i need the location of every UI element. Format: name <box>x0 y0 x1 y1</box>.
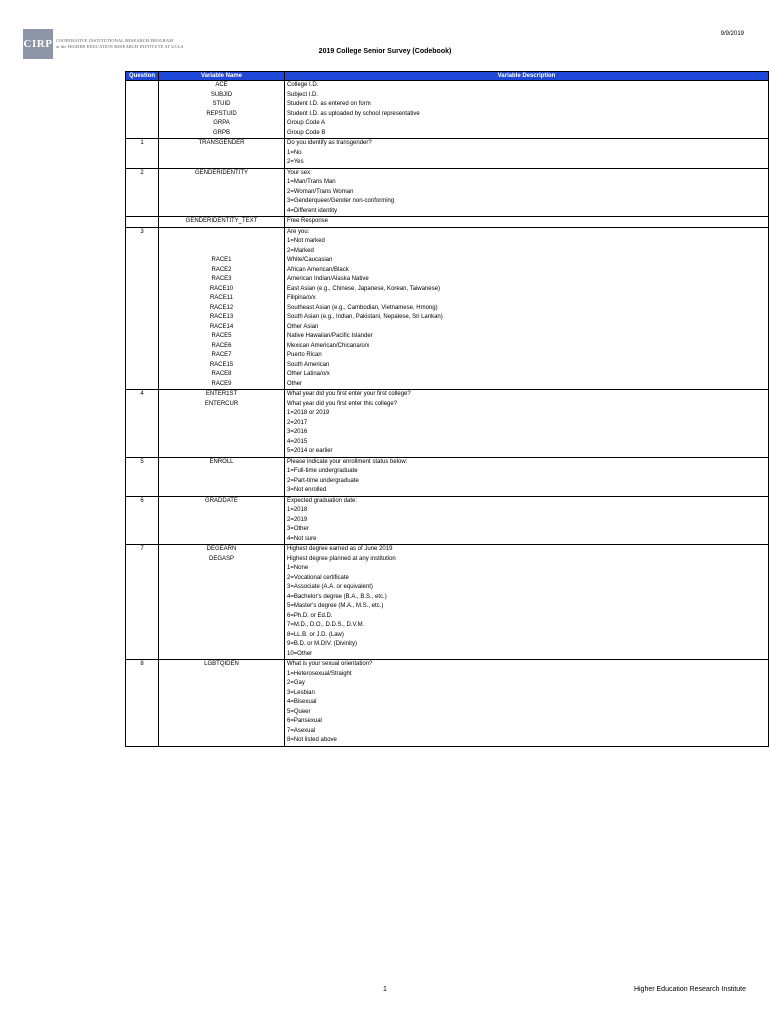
table-row <box>126 409 769 419</box>
variable-name-cell: RACE11 <box>159 294 285 304</box>
variable-name-cell: RACE10 <box>159 285 285 295</box>
table-row <box>126 574 769 584</box>
variable-name-cell <box>159 717 285 727</box>
variable-name-cell: RACE12 <box>159 304 285 314</box>
question-cell <box>126 612 159 622</box>
table-row <box>126 419 769 429</box>
question-cell <box>126 313 159 323</box>
variable-description-cell: 1=Heterosexual/Straight <box>285 670 769 680</box>
table-row <box>126 178 769 188</box>
variable-name-cell <box>159 409 285 419</box>
variable-name-cell <box>159 525 285 535</box>
variable-description-cell: What is your sexual orientation? <box>285 660 769 670</box>
variable-description-cell: 5=Queer <box>285 708 769 718</box>
variable-name-cell <box>159 670 285 680</box>
variable-name-cell <box>159 689 285 699</box>
table-row <box>126 555 769 565</box>
table-row <box>126 736 769 746</box>
variable-description-cell: White/Caucasian <box>285 256 769 266</box>
question-cell <box>126 467 159 477</box>
variable-name-cell: DEGASP <box>159 555 285 565</box>
question-cell <box>126 380 159 390</box>
column-header-question: Question <box>126 72 159 81</box>
variable-name-cell: GRPB <box>159 129 285 139</box>
variable-description-cell: 3=2016 <box>285 428 769 438</box>
codebook-table <box>125 71 769 747</box>
question-cell <box>126 689 159 699</box>
question-cell <box>126 631 159 641</box>
question-cell <box>126 207 159 217</box>
question-cell <box>126 477 159 487</box>
variable-name-cell <box>159 197 285 207</box>
question-cell <box>126 621 159 631</box>
table-row <box>126 351 769 361</box>
question-cell <box>126 361 159 371</box>
table-row <box>126 593 769 603</box>
variable-description-cell: Please indicate your enrollment status below: <box>285 457 769 467</box>
question-cell <box>126 294 159 304</box>
variable-description-cell: Group Code B <box>285 129 769 139</box>
variable-name-cell: GRADDATE <box>159 496 285 506</box>
variable-name-cell <box>159 419 285 429</box>
variable-description-cell: 5=Master's degree (M.A., M.S., etc.) <box>285 602 769 612</box>
variable-description-cell: 2=2017 <box>285 419 769 429</box>
variable-description-cell: 5=2014 or earlier <box>285 447 769 457</box>
question-cell <box>126 158 159 168</box>
table-row <box>126 188 769 198</box>
variable-name-cell <box>159 438 285 448</box>
question-cell: 2 <box>126 168 159 178</box>
question-cell <box>126 593 159 603</box>
question-cell: 6 <box>126 496 159 506</box>
table-header-row <box>126 72 769 81</box>
variable-description-cell: College I.D. <box>285 81 769 91</box>
question-cell <box>126 188 159 198</box>
question-cell <box>126 285 159 295</box>
variable-name-cell <box>159 640 285 650</box>
variable-name-cell: REPSTUID <box>159 110 285 120</box>
table-row <box>126 564 769 574</box>
variable-name-cell: RACE14 <box>159 323 285 333</box>
variable-description-cell: 2=2019 <box>285 516 769 526</box>
variable-description-cell: 2=Woman/Trans Woman <box>285 188 769 198</box>
variable-description-cell: 1=Man/Trans Man <box>285 178 769 188</box>
table-row <box>126 438 769 448</box>
table-row <box>126 275 769 285</box>
table-row <box>126 698 769 708</box>
question-cell <box>126 516 159 526</box>
variable-description-cell: Do you identify as transgender? <box>285 139 769 149</box>
variable-name-cell <box>159 736 285 746</box>
question-cell <box>126 110 159 120</box>
variable-name-cell <box>159 602 285 612</box>
variable-name-cell: ENROLL <box>159 457 285 467</box>
variable-description-cell: 4=2015 <box>285 438 769 448</box>
table-row <box>126 506 769 516</box>
question-cell <box>126 217 159 228</box>
logo-line-1: COOPERATIVE INSTITUTIONAL RESEARCH PROGRAM <box>56 38 174 43</box>
variable-description-cell: What year did you first enter this college? <box>285 400 769 410</box>
variable-name-cell <box>159 650 285 660</box>
variable-description-cell: Are you: <box>285 227 769 237</box>
variable-description-cell: Other Asian <box>285 323 769 333</box>
variable-name-cell <box>159 506 285 516</box>
question-cell <box>126 640 159 650</box>
variable-name-cell: RACE9 <box>159 380 285 390</box>
table-row <box>126 679 769 689</box>
variable-name-cell: RACE2 <box>159 266 285 276</box>
question-cell <box>126 555 159 565</box>
question-cell: 3 <box>126 227 159 237</box>
table-row <box>126 197 769 207</box>
question-cell <box>126 447 159 457</box>
question-cell: 1 <box>126 139 159 149</box>
question-cell <box>126 370 159 380</box>
logo-mark: CIRP <box>23 29 53 59</box>
variable-description-cell: 3=Genderqueer/Gender non-conforming <box>285 197 769 207</box>
table-row <box>126 602 769 612</box>
question-cell <box>126 428 159 438</box>
table-row <box>126 100 769 110</box>
question-cell <box>126 304 159 314</box>
variable-name-cell <box>159 207 285 217</box>
table-row <box>126 81 769 91</box>
table-row <box>126 525 769 535</box>
question-cell <box>126 409 159 419</box>
variable-name-cell <box>159 593 285 603</box>
table-row <box>126 467 769 477</box>
table-row <box>126 285 769 295</box>
table-row <box>126 631 769 641</box>
table-row <box>126 640 769 650</box>
table-row <box>126 158 769 168</box>
variable-description-cell: Subject I.D. <box>285 91 769 101</box>
question-cell <box>126 400 159 410</box>
variable-description-cell: Mexican American/Chicana/o/x <box>285 342 769 352</box>
variable-name-cell <box>159 708 285 718</box>
variable-description-cell: Expected graduation date: <box>285 496 769 506</box>
variable-description-cell: 4=Not sure <box>285 535 769 545</box>
variable-description-cell: 2=Yes <box>285 158 769 168</box>
variable-description-cell: Group Code A <box>285 119 769 129</box>
report-date: 9/9/2019 <box>720 31 744 37</box>
variable-description-cell: 10=Other <box>285 650 769 660</box>
variable-name-cell: GENDERIDENTITY <box>159 168 285 178</box>
question-cell <box>126 149 159 159</box>
question-cell <box>126 119 159 129</box>
table-row <box>126 207 769 217</box>
table-row <box>126 477 769 487</box>
variable-name-cell: ACE <box>159 81 285 91</box>
table-row <box>126 119 769 129</box>
variable-description-cell: Other Latina/o/x <box>285 370 769 380</box>
table-row <box>126 727 769 737</box>
table-row <box>126 304 769 314</box>
question-cell <box>126 670 159 680</box>
variable-description-cell: 8=LL.B. or J.D. (Law) <box>285 631 769 641</box>
variable-description-cell: African American/Black <box>285 266 769 276</box>
table-row <box>126 361 769 371</box>
question-cell: 7 <box>126 545 159 555</box>
table-row <box>126 313 769 323</box>
variable-description-cell: Your sex: <box>285 168 769 178</box>
variable-description-cell: South Asian (e.g., Indian, Pakistani, Nepalese, Sri Lankan) <box>285 313 769 323</box>
question-cell <box>126 266 159 276</box>
variable-description-cell: East Asian (e.g., Chinese, Japanese, Korean, Taiwanese) <box>285 285 769 295</box>
logo-line-2: at the HIGHER EDUCATION RESEARCH INSTITUTE AT UCLA <box>56 44 184 49</box>
question-cell <box>126 100 159 110</box>
table-row <box>126 689 769 699</box>
column-header-variable-description: Variable Description <box>285 72 769 81</box>
table-row <box>126 237 769 247</box>
table-row <box>126 660 769 670</box>
variable-description-cell: 2=Gay <box>285 679 769 689</box>
variable-description-cell: American Indian/Alaska Native <box>285 275 769 285</box>
table-row <box>126 323 769 333</box>
table-row <box>126 447 769 457</box>
table-row <box>126 370 769 380</box>
variable-name-cell: RACE3 <box>159 275 285 285</box>
variable-name-cell: STUID <box>159 100 285 110</box>
table-row <box>126 428 769 438</box>
variable-description-cell: Free Response <box>285 217 769 228</box>
variable-description-cell: 1=None <box>285 564 769 574</box>
variable-name-cell <box>159 486 285 496</box>
question-cell <box>126 708 159 718</box>
variable-name-cell: RACE13 <box>159 313 285 323</box>
variable-description-cell: 1=Full-time undergraduate <box>285 467 769 477</box>
variable-description-cell: 2=Marked <box>285 247 769 257</box>
question-cell <box>126 602 159 612</box>
table-row <box>126 717 769 727</box>
variable-name-cell <box>159 612 285 622</box>
table-row <box>126 545 769 555</box>
variable-description-cell: 1=No <box>285 149 769 159</box>
table-row <box>126 129 769 139</box>
variable-description-cell: 3=Other <box>285 525 769 535</box>
variable-description-cell: 8=Not listed above <box>285 736 769 746</box>
table-row <box>126 457 769 467</box>
question-cell: 5 <box>126 457 159 467</box>
variable-description-cell: 7=M.D., D.O., D.D.S., D.V.M. <box>285 621 769 631</box>
variable-description-cell: Southeast Asian (e.g., Cambodian, Vietnamese, Hmong) <box>285 304 769 314</box>
variable-description-cell: 1=Not marked <box>285 237 769 247</box>
variable-name-cell: RACE1 <box>159 256 285 266</box>
table-row <box>126 670 769 680</box>
variable-name-cell <box>159 188 285 198</box>
table-row <box>126 139 769 149</box>
table-row <box>126 583 769 593</box>
variable-description-cell: 2=Vocational certificate <box>285 574 769 584</box>
question-cell <box>126 727 159 737</box>
variable-description-cell: Native Hawaiian/Pacific Islander <box>285 332 769 342</box>
variable-description-cell: 4=Bisexual <box>285 698 769 708</box>
variable-description-cell: Student I.D. as entered on form <box>285 100 769 110</box>
variable-name-cell <box>159 564 285 574</box>
variable-name-cell <box>159 535 285 545</box>
variable-description-cell: 6=Ph.D. or Ed.D. <box>285 612 769 622</box>
variable-name-cell: LGBTQIDEN <box>159 660 285 670</box>
variable-name-cell: GENDERIDENTITY_TEXT <box>159 217 285 228</box>
question-cell: 8 <box>126 660 159 670</box>
table-row <box>126 612 769 622</box>
variable-name-cell <box>159 237 285 247</box>
variable-name-cell <box>159 447 285 457</box>
variable-description-cell: What year did you first enter your first college? <box>285 390 769 400</box>
question-cell <box>126 525 159 535</box>
variable-description-cell: 1=2018 <box>285 506 769 516</box>
question-cell <box>126 256 159 266</box>
variable-name-cell: ENTERCUR <box>159 400 285 410</box>
table-row <box>126 247 769 257</box>
variable-description-cell: 3=Lesbian <box>285 689 769 699</box>
table-row <box>126 227 769 237</box>
question-cell <box>126 419 159 429</box>
question-cell <box>126 247 159 257</box>
table-row <box>126 400 769 410</box>
table-row <box>126 650 769 660</box>
table-row <box>126 390 769 400</box>
variable-name-cell <box>159 679 285 689</box>
variable-name-cell <box>159 727 285 737</box>
variable-description-cell: Highest degree planned at any institution <box>285 555 769 565</box>
variable-name-cell <box>159 158 285 168</box>
variable-description-cell: 3=Associate (A.A. or equivalent) <box>285 583 769 593</box>
table-row <box>126 516 769 526</box>
question-cell <box>126 275 159 285</box>
variable-description-cell: Puerto Rican <box>285 351 769 361</box>
table-row <box>126 256 769 266</box>
variable-name-cell <box>159 583 285 593</box>
question-cell <box>126 178 159 188</box>
table-row <box>126 496 769 506</box>
question-cell <box>126 323 159 333</box>
question-cell <box>126 237 159 247</box>
table-row <box>126 168 769 178</box>
variable-name-cell: GRPA <box>159 119 285 129</box>
variable-description-cell: 3=Not enrolled <box>285 486 769 496</box>
question-cell <box>126 197 159 207</box>
variable-description-cell: 4=Bachelor's degree (B.A., B.S., etc.) <box>285 593 769 603</box>
variable-description-cell: 1=2018 or 2019 <box>285 409 769 419</box>
variable-name-cell <box>159 477 285 487</box>
table-row <box>126 332 769 342</box>
question-cell <box>126 332 159 342</box>
table-row <box>126 266 769 276</box>
institute-name: Higher Education Research Institute <box>633 986 746 993</box>
variable-name-cell <box>159 621 285 631</box>
table-row <box>126 708 769 718</box>
variable-name-cell <box>159 698 285 708</box>
variable-name-cell: RACE15 <box>159 361 285 371</box>
question-cell: 4 <box>126 390 159 400</box>
variable-name-cell: ENTER1ST <box>159 390 285 400</box>
table-row <box>126 342 769 352</box>
column-header-variable-name: Variable Name <box>159 72 285 81</box>
variable-description-cell: 9=B.D. or M.DIV. (Divinity) <box>285 640 769 650</box>
table-row <box>126 380 769 390</box>
variable-description-cell: 7=Asexual <box>285 727 769 737</box>
table-row <box>126 149 769 159</box>
variable-name-cell <box>159 574 285 584</box>
variable-name-cell <box>159 227 285 237</box>
question-cell <box>126 535 159 545</box>
table-row <box>126 535 769 545</box>
variable-name-cell <box>159 516 285 526</box>
variable-description-cell: 6=Pansexual <box>285 717 769 727</box>
variable-description-cell: South American <box>285 361 769 371</box>
variable-name-cell <box>159 631 285 641</box>
table-row <box>126 91 769 101</box>
table-row <box>126 486 769 496</box>
table-row <box>126 110 769 120</box>
question-cell <box>126 564 159 574</box>
table-row <box>126 217 769 228</box>
question-cell <box>126 736 159 746</box>
variable-description-cell: Student I.D. as uploaded by school representative <box>285 110 769 120</box>
variable-name-cell: RACE7 <box>159 351 285 361</box>
variable-name-cell <box>159 428 285 438</box>
question-cell <box>126 717 159 727</box>
question-cell <box>126 81 159 91</box>
question-cell <box>126 486 159 496</box>
variable-name-cell: SUBJID <box>159 91 285 101</box>
variable-description-cell: 4=Different identity <box>285 207 769 217</box>
question-cell <box>126 650 159 660</box>
question-cell <box>126 506 159 516</box>
variable-name-cell <box>159 178 285 188</box>
question-cell <box>126 574 159 584</box>
question-cell <box>126 698 159 708</box>
variable-name-cell: RACE5 <box>159 332 285 342</box>
variable-description-cell: 2=Part-time undergraduate <box>285 477 769 487</box>
variable-name-cell: DEGEARN <box>159 545 285 555</box>
page-number: 1 <box>383 986 387 993</box>
question-cell <box>126 91 159 101</box>
variable-name-cell: TRANSGENDER <box>159 139 285 149</box>
variable-name-cell: RACE8 <box>159 370 285 380</box>
variable-description-cell: Highest degree earned as of June 2019 <box>285 545 769 555</box>
variable-name-cell <box>159 149 285 159</box>
variable-name-cell: RACE6 <box>159 342 285 352</box>
table-body <box>126 81 769 747</box>
variable-description-cell: Filipina/o/x <box>285 294 769 304</box>
variable-description-cell: Other <box>285 380 769 390</box>
question-cell <box>126 679 159 689</box>
question-cell <box>126 129 159 139</box>
variable-name-cell <box>159 467 285 477</box>
table-row <box>126 621 769 631</box>
question-cell <box>126 438 159 448</box>
variable-name-cell <box>159 247 285 257</box>
page-title: 2019 College Senior Survey (Codebook) <box>318 48 452 55</box>
table-row <box>126 294 769 304</box>
question-cell <box>126 583 159 593</box>
question-cell <box>126 351 159 361</box>
question-cell <box>126 342 159 352</box>
